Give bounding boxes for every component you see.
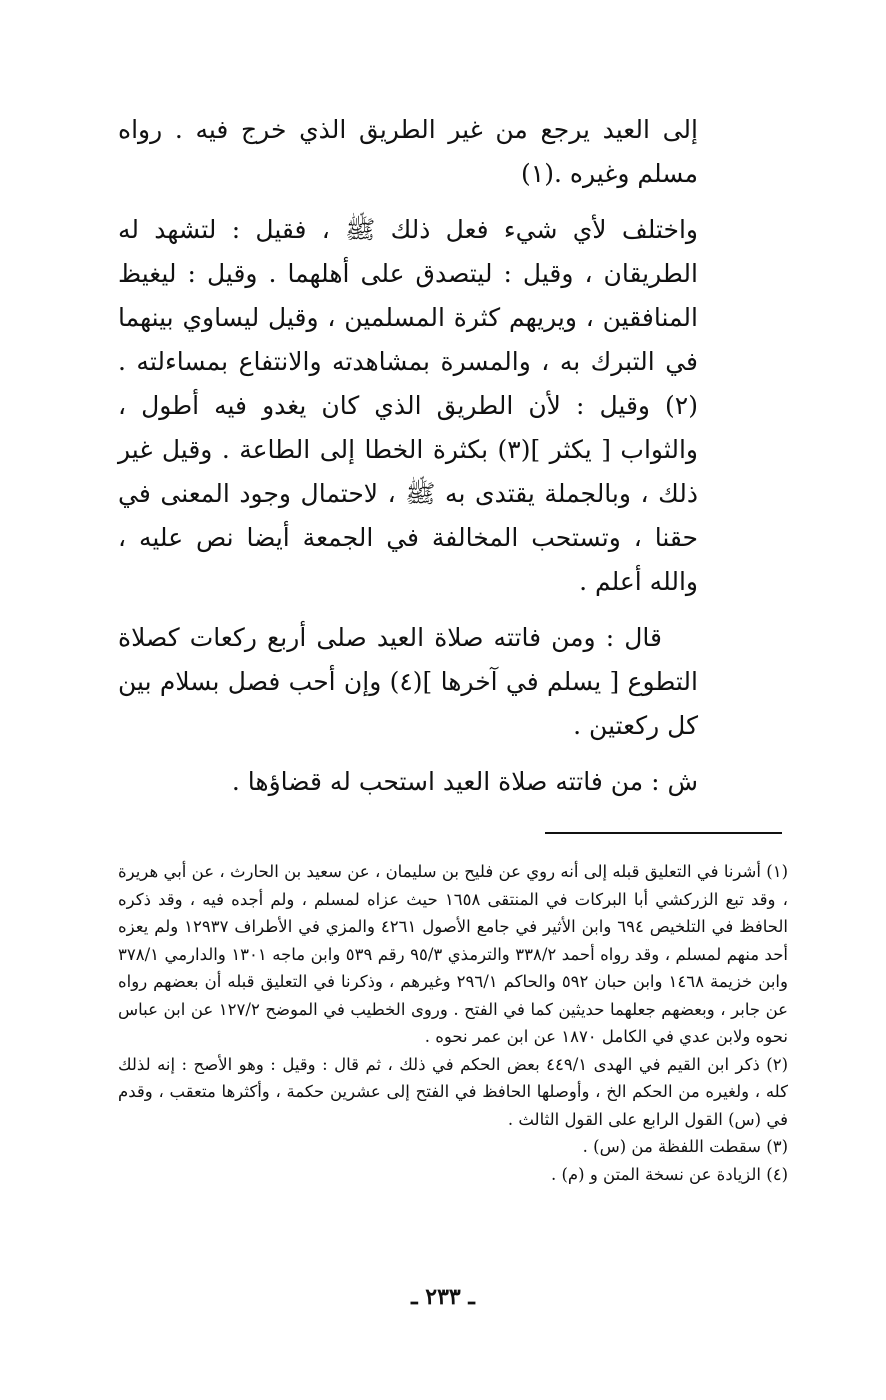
paragraph-4: ش : من فاتته صلاة العيد استحب له قضاؤها . [231,767,698,796]
footnote-1: (١) أشرنا في التعليق قبله إلى أنه روي عن فليح بن سليمان ، عن سعيد بن الحارث ، عن أبي هريرة ، وقد تبع الزركشي أبا البركات في المنتقى ١٦٥٨ حيث عزاه لمسلم ، ولم أجده فيه ، وقد ذكره الحافظ في التلخيص ٦٩٤ وابن الأثير في جامع الأصول ٤٢٦١ والمزي في الأطراف ١٢٩٣٧ ولم يعزه أحد منهم لمسلم ، وقد رواه أحمد ٣٣٨/٢ والترمذي ٩٥/٣ رقم ٥٣٩ وابن ماجه ١٣٠١ والدارمي ٣٧٨/١ وابن خزيمة ١٤٦٨ وابن حبان ٥٩٢ والحاكم ٢٩٦/١ وغيرهم ، وذكرنا في التعليق قبله أن بعضهم رواه عن جابر ، وبعضهم جعلهما حديثين كما في الفتح . وروى الخطيب في الموضح ١٢٧/٢ عن ابن عباس نحوه ولابن عدي في الكامل ١٨٧٠ عن ابن عمر نحوه . [118,862,789,1046]
paragraph-1: إلى العيد يرجع من غير الطريق الذي خرج فيه . رواه مسلم وغيره .(١) [118,115,698,188]
footnote-3: (٣) سقطت اللفظة من (س) . [582,1137,788,1156]
footnote-2: (٢) ذكر ابن القيم في الهدى ٤٤٩/١ بعض الحكم في ذلك ، ثم قال : وقيل : وهو الأصح : إنه لذلك كله ، ولغيره من الحكم الخ ، وأوصلها الحافظ في الفتح إلى عشرين حكمة ، وأكثرها متعقب ، وقدم في (س) القول الرابع على القول الثالث . [118,1054,788,1129]
paragraph-2: واختلف لأي شيء فعل ذلك ﷺ ، فقيل : لتشهد له الطريقان ، وقيل : ليتصدق على أهلهما . وقيل : ليغيظ المنافقين ، ويريهم كثرة المسلمين ، وقيل ليساوي بينهما في التبرك به ، والمسرة بمشاهدته والانتفاع بمساءلته .(٢) وقيل : لأن الطريق الذي كان يغدو فيه أطول ، والثواب [ يكثر ](٣) بكثرة الخطا إلى الطاعة . وقيل غير ذلك ، وبالجملة يقتدى به ﷺ ، لاحتمال وجود المعنى في حقنا ، وتستحب المخالفة في الجمعة أيضا نص عليه ، والله أعلم . [118,215,698,596]
main-text [118,108,698,816]
page-number: ـ ٢٣٣ ـ [411,1284,475,1310]
footnote-4: (٤) الزيادة عن نسخة المتن و (م) . [551,1164,788,1184]
footnote-divider [545,832,782,834]
footnotes [118,858,788,1188]
paragraph-3: قال : ومن فاتته صلاة العيد صلى أربع ركعات كصلاة التطوع [ يسلم في آخرها ](٤) وإن أحب فصل بسلام بين كل ركعتين . [118,623,698,740]
